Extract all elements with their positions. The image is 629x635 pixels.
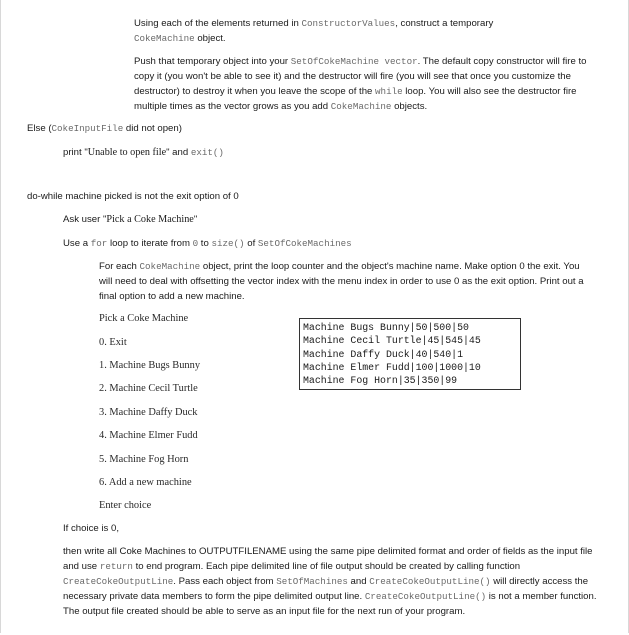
menu-item: 1. Machine Bugs Bunny xyxy=(99,360,201,371)
dowhile-paragraph: do-while machine picked is not the exit option of 0 xyxy=(27,191,239,202)
text: . The default copy constructor will fire to copy it (you won't be able to see it) and the destructor will fire (you will see that once you customize the destructor) to destroy it when you leave the scope of the xyxy=(134,56,587,97)
output-file-box xyxy=(299,318,521,390)
final-paragraph xyxy=(63,544,603,619)
code-for: for xyxy=(90,238,108,249)
text: . Pass each object from xyxy=(173,576,277,587)
menu-item: 4. Machine Elmer Fudd xyxy=(99,430,198,441)
code-size: size() xyxy=(211,238,245,249)
text: loop. You will also see the destructor fire multiple times as the vector grows as you add xyxy=(134,86,577,112)
text: print " xyxy=(63,147,88,158)
code-set-of-coke-machines: SetOfCokeMachines xyxy=(257,238,352,249)
text: Using each of the elements returned in xyxy=(134,18,302,29)
ask-paragraph xyxy=(63,212,197,227)
text: For each xyxy=(99,261,140,272)
code-while: while xyxy=(375,86,403,97)
foreach-paragraph xyxy=(99,259,589,304)
text: objects. xyxy=(391,101,428,112)
menu-prompt: Enter choice xyxy=(99,500,152,511)
code-constructor-values: ConstructorValues xyxy=(301,18,396,29)
text: will directly access the necessary private data members to form the pipe delimited output line. xyxy=(63,576,589,602)
menu-item: 3. Machine Daffy Duck xyxy=(99,407,198,418)
code-create-coke-output-line-call: CreateCokeOutputLine() xyxy=(364,591,487,602)
text: to end program. Each pipe delimited line of file output should be created by calling function xyxy=(132,561,521,572)
text: object, print the loop counter and the object's machine name. Make option 0 the exit. You will need to deal with offsetting the vector index with the menu index in order to use 0 as the exit option. Print out a final option to add a new machine. xyxy=(99,261,584,302)
menu-item: 0. Exit xyxy=(99,337,127,348)
output-line: Machine Cecil Turtle|45|545|45 xyxy=(303,335,481,347)
code-coke-machine: CokeMachine xyxy=(134,33,195,44)
menu-item: 6. Add a new machine xyxy=(99,477,192,488)
else-paragraph xyxy=(27,121,182,136)
text: is not a member function. The output file created should be able to serve as an input file for the next run of your program. xyxy=(63,591,597,617)
output-line: Machine Fog Horn|35|350|99 xyxy=(303,375,458,387)
for-paragraph xyxy=(63,236,352,251)
output-line: Machine Bugs Bunny|50|500|50 xyxy=(303,322,469,333)
code-coke-input-file: CokeInputFile xyxy=(51,123,124,134)
menu-title: Pick a Coke Machine xyxy=(99,313,189,324)
code-exit: exit() xyxy=(190,147,224,158)
output-line: Machine Elmer Fudd|100|1000|10 xyxy=(303,361,481,373)
text: did not open) xyxy=(123,123,182,134)
text: then write all Coke Machines to OUTPUTFILENAME using the same pipe delimited format and order of fields as the input file and use xyxy=(63,546,593,572)
text: Push that temporary object into your xyxy=(134,56,291,67)
text: object. xyxy=(194,33,226,44)
text: " and xyxy=(166,147,191,158)
string-unable-to-open: Unable to open file xyxy=(87,147,167,158)
text: to xyxy=(198,238,212,249)
output-line: Machine Daffy Duck|40|540|1 xyxy=(303,348,464,360)
text: " xyxy=(193,214,198,225)
construct-paragraph xyxy=(134,16,574,46)
code-set-of-machines: SetOfMachines xyxy=(276,576,348,587)
push-paragraph xyxy=(134,54,604,114)
code-create-coke-output-line-call: CreateCokeOutputLine() xyxy=(369,576,491,587)
code-set-of-coke-machine: SetOfCokeMachine vector xyxy=(290,56,418,67)
code-return: return xyxy=(99,561,133,572)
string-pick-machine: Pick a Coke Machine xyxy=(106,214,194,225)
code-coke-machine: CokeMachine xyxy=(139,261,201,272)
text: Else ( xyxy=(27,123,52,134)
text: Ask user " xyxy=(63,214,107,225)
menu-item: 2. Machine Cecil Turtle xyxy=(99,383,198,394)
menu-item: 5. Machine Fog Horn xyxy=(99,454,189,465)
print-paragraph xyxy=(63,145,224,160)
text: loop to iterate from xyxy=(107,238,193,249)
code-zero: 0 xyxy=(192,238,199,249)
text: and xyxy=(347,576,370,587)
text: , construct a temporary xyxy=(395,18,494,29)
text: Use a xyxy=(63,238,91,249)
code-coke-machine: CokeMachine xyxy=(330,101,392,112)
text: of xyxy=(244,238,258,249)
code-create-coke-output-line: CreateCokeOutputLine xyxy=(63,576,174,587)
choice-paragraph: If choice is 0, xyxy=(63,523,119,534)
